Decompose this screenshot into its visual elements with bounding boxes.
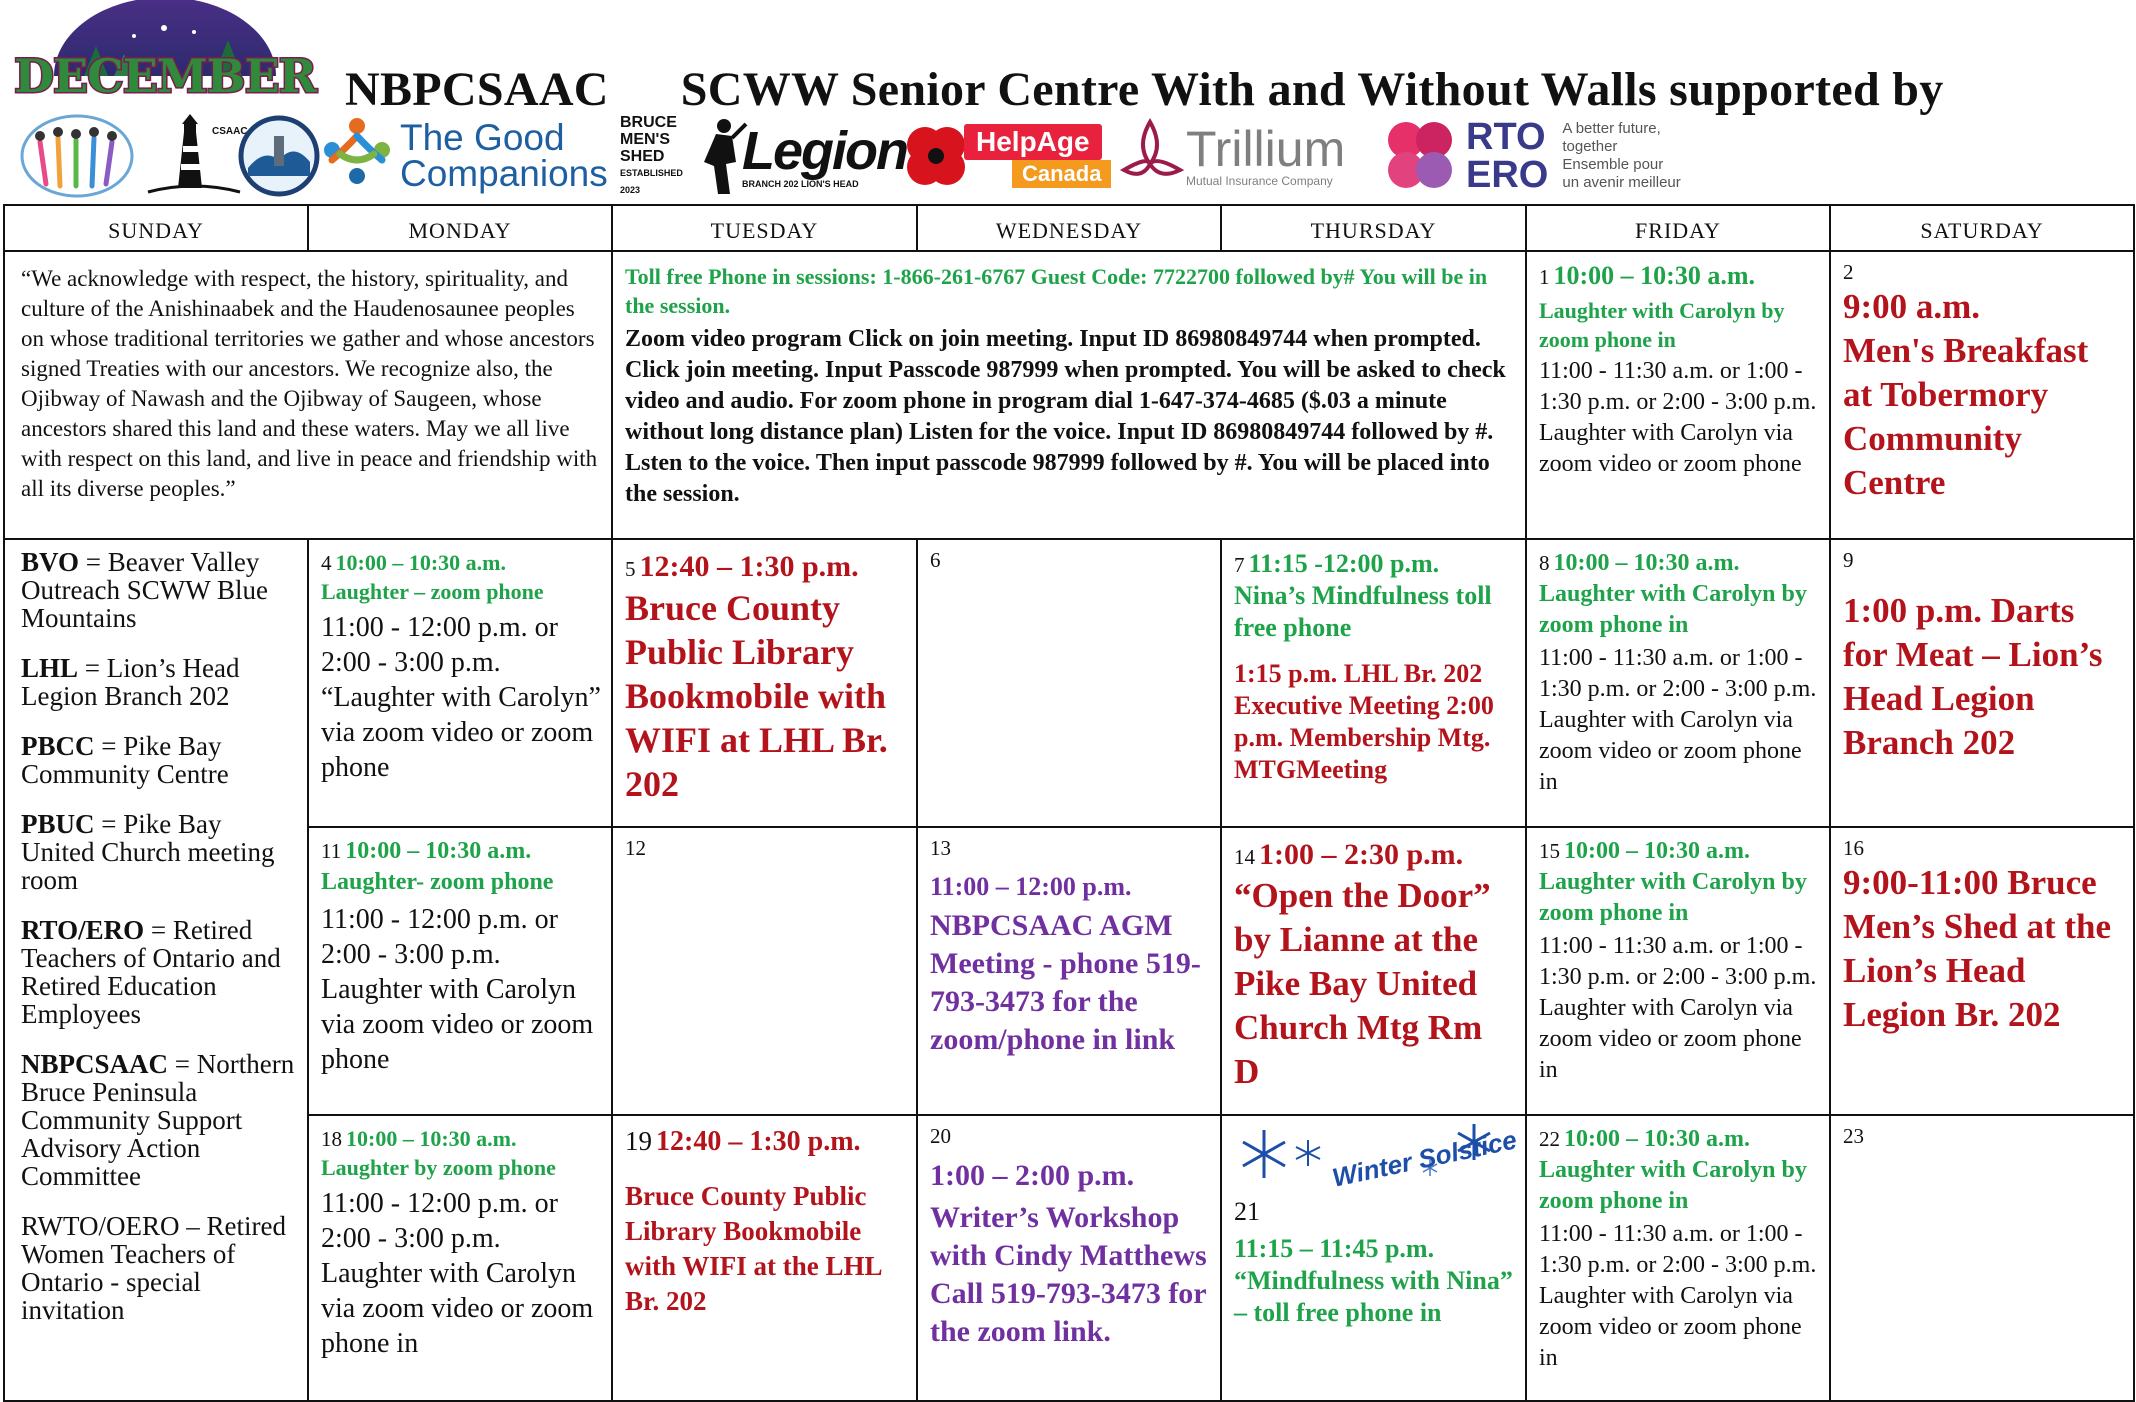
day-number: 22 <box>1539 1127 1560 1151</box>
day-cell-12 <box>612 827 917 1115</box>
day-header-thursday: THURSDAY <box>1221 205 1526 251</box>
event-time: 1:00 – 2:00 p.m. <box>930 1159 1135 1192</box>
event-title: Nina’s Mindfulness toll free phone <box>1234 581 1492 642</box>
day-cell-23 <box>1830 1115 2134 1401</box>
event-details: 11:00 - 12:00 p.m. or 2:00 - 3:00 p.m. Laughter with Carolyn via zoom video or zoom phone in <box>321 1188 594 1359</box>
day-header-saturday: SATURDAY <box>1830 205 2134 251</box>
day-number: 23 <box>1843 1124 1864 1148</box>
legion-wordmark: Legion <box>742 121 907 181</box>
event-time: 10:00 – 10:30 a.m. <box>1553 261 1755 290</box>
trillium-wordmark: Trillium <box>1186 121 1346 177</box>
day-cell-16 <box>1830 827 2134 1115</box>
trillium-tagline: Mutual Insurance Company <box>1186 174 1333 188</box>
week-row-3 <box>4 827 2134 1115</box>
day-cell-2 <box>1830 251 2134 539</box>
scww-dancers-logo <box>18 112 136 200</box>
poppy-icon <box>901 121 971 191</box>
day-cell-19 <box>612 1115 917 1401</box>
legend-item: PBCC = Pike Bay Community Centre <box>21 731 229 789</box>
event-text: NBPCSAAC AGM Meeting - phone 519-793-3473 for the zoom/phone in link <box>930 909 1201 1056</box>
day-number: 19 <box>625 1126 652 1156</box>
mens-shed-logo <box>620 112 748 200</box>
day-number: 5 <box>625 557 636 581</box>
day-number: 7 <box>1234 553 1245 577</box>
day-cell-4 <box>308 539 612 827</box>
day-header-friday: FRIDAY <box>1526 205 1830 251</box>
trillium-logo <box>1120 112 1400 200</box>
page-title <box>345 62 1944 117</box>
day-header-sunday: SUNDAY <box>4 205 308 251</box>
day-cell-14 <box>1221 827 1526 1115</box>
day-cell-21 <box>1221 1115 1526 1401</box>
day-number: 12 <box>625 836 646 860</box>
event-text: 1:00 p.m. Darts for Meat – Lion’s Head Legion Branch 202 <box>1843 591 2103 762</box>
legion-logo <box>742 112 972 200</box>
event-title: Laughter with Carolyn by zoom phone in <box>1539 581 1807 638</box>
event-time: 9:00 a.m. <box>1843 287 1981 326</box>
event-text: Men's Breakfast at Tobermory Community Centre <box>1843 331 2089 502</box>
day-cell-7 <box>1221 539 1526 827</box>
legend-item: PBUC = Pike Bay United Church meeting room <box>21 809 275 895</box>
winter-solstice-banner <box>1234 1120 1520 1193</box>
ero-wordmark: ERO <box>1466 154 1549 196</box>
event-title: Laughter by zoom phone <box>321 1155 556 1180</box>
week-row-2 <box>4 539 2134 827</box>
day-number: 16 <box>1843 836 1864 860</box>
day-number: 8 <box>1539 551 1550 575</box>
event-details: 11:00 - 11:30 a.m. or 1:00 - 1:30 p.m. or 2:00 - 3:00 p.m. Laughter with Carolyn via zoom video or zoom phone in <box>1539 645 1817 795</box>
legend-item: NBPCSAAC = Northern Bruce Peninsula Community Support Advisory Action Committee <box>21 1049 295 1191</box>
rto-tagline-3: Ensemble pour <box>1562 156 1664 173</box>
day-cell-18 <box>308 1115 612 1401</box>
event-time: 10:00 – 10:30 a.m. <box>335 550 506 575</box>
trillium-flower-icon <box>1120 116 1186 196</box>
day-number: 18 <box>321 1127 342 1151</box>
day-number: 15 <box>1539 839 1560 863</box>
event-time: 10:00 – 10:30 a.m. <box>346 1126 517 1151</box>
day-header-monday: MONDAY <box>308 205 612 251</box>
mens-shed-line2: MEN'S SHED <box>620 130 671 165</box>
event-text: 1:15 p.m. LHL Br. 202 Executive Meeting 2:00 p.m. Membership Mtg. MTGMeeting <box>1234 659 1494 784</box>
rto-tagline-4: un avenir meilleur <box>1562 174 1681 191</box>
day-cell-9 <box>1830 539 2134 827</box>
day-number: 4 <box>321 551 332 575</box>
winter-solstice-text: Winter Solstice <box>1329 1124 1520 1193</box>
event-details: 11:00 - 12:00 p.m. or 2:00 - 3:00 p.m. “Laughter with Carolyn” via zoom video or zoom phone <box>321 612 601 783</box>
event-title: Laughter with Carolyn by zoom phone in <box>1539 869 1807 926</box>
event-time: 11:15 -12:00 p.m. <box>1248 549 1440 578</box>
good-companions-logo <box>318 112 628 200</box>
abbreviation-legend <box>5 540 307 1400</box>
land-acknowledgement: “We acknowledge with respect, the history, spirituality, and culture of the Anishinaabek and the Haudenosaunee peoples on whose traditional territories we gather and whose ancestors signed Treaties with our ancestors. We recognize also, the Ojibway of Nawash and the Ojibway of Saugeen, whose ancestors shared this land and these waters. May we all live with respect on this land, and live in peace and friendship with all its diverse peoples.” <box>21 266 598 501</box>
rto-tagline-1: A better future, <box>1562 120 1661 137</box>
day-number: 21 <box>1234 1197 1260 1226</box>
snowflake-icon <box>1296 1140 1320 1166</box>
event-time: 1:00 – 2:30 p.m. <box>1259 838 1464 871</box>
day-cell-11 <box>308 827 612 1115</box>
day-number: 1 <box>1539 265 1550 289</box>
lighthouse-logo <box>144 112 248 200</box>
rto-ero-hearts-icon <box>1378 114 1462 198</box>
good-companions-line1: The Good <box>400 117 565 158</box>
event-time: 12:40 – 1:30 p.m. <box>656 1126 861 1157</box>
event-details: 11:00 - 11:30 a.m. or 1:00 - 1:30 p.m. or 2:00 - 3:00 p.m. Laughter with Carolyn via zoom video or zoom phone in <box>1539 1221 1817 1371</box>
event-time: 10:00 – 10:30 a.m. <box>345 838 532 864</box>
title-text: SCWW Senior Centre With and Without Walls supported by <box>680 63 1944 116</box>
event-text: Bruce County Public Library Bookmobile with WIFI at LHL Br. 202 <box>625 588 888 804</box>
event-details: 11:00 - 12:00 p.m. or 2:00 - 3:00 p.m. Laughter with Carolyn via zoom video or zoom phone <box>321 904 594 1075</box>
event-time: 10:00 – 10:30 a.m. <box>1564 838 1750 864</box>
day-cell-20 <box>917 1115 1221 1401</box>
day-number: 6 <box>930 548 941 572</box>
week-row-4 <box>4 1115 2134 1401</box>
day-header-tuesday: TUESDAY <box>612 205 917 251</box>
event-text: “Mindfulness with Nina” – toll free phone in <box>1234 1266 1513 1327</box>
day-cell-5 <box>612 539 917 827</box>
calendar-header <box>0 0 2136 205</box>
event-title: Laughter with Carolyn by zoom phone in <box>1539 1157 1807 1214</box>
event-text: “Open the Door” by Lianne at the Pike Bay United Church Mtg Rm D <box>1234 876 1491 1091</box>
toll-free-info: Toll free Phone in sessions: 1-866-261-6767 Guest Code: 7722700 followed by# You will be in the session. <box>625 264 1488 318</box>
legend-cell <box>4 539 308 1401</box>
event-time: 10:00 – 10:30 a.m. <box>1564 1126 1750 1152</box>
rto-ero-logo <box>1378 112 1738 200</box>
day-number: 20 <box>930 1124 951 1148</box>
day-number: 2 <box>1843 260 1854 284</box>
org-name: NBPCSAAC <box>345 63 609 116</box>
event-title: Laughter – zoom phone <box>321 579 544 604</box>
calendar-grid <box>3 204 2135 1402</box>
legend-item: RWTO/OERO – Retired Women Teachers of Ontario - special invitation <box>21 1211 286 1325</box>
helpage-wordmark: HelpAge <box>964 124 1102 160</box>
mens-shed-line1: BRUCE <box>620 113 677 131</box>
zoom-info-cell <box>612 251 1526 539</box>
weekday-header-row <box>4 205 2134 251</box>
event-details: 11:00 - 11:30 a.m. or 1:00 - 1:30 p.m. or 2:00 - 3:00 p.m. Laughter with Carolyn via zoom video or zoom phone in <box>1539 933 1817 1083</box>
mens-shed-figure-icon <box>696 116 748 196</box>
snowflake-icon <box>1243 1130 1285 1178</box>
day-cell-8 <box>1526 539 1830 827</box>
good-companions-line2: Companions <box>400 153 608 194</box>
day-number: 11 <box>321 839 342 863</box>
day-cell-1 <box>1526 251 1830 539</box>
legend-item: RTO/ERO = Retired Teachers of Ontario and Retired Education Employees <box>21 915 281 1029</box>
event-time: 11:15 – 11:45 p.m. <box>1234 1234 1435 1263</box>
event-text: Writer’s Workshop with Cindy Matthews Call 519-793-3473 for the zoom link. <box>930 1201 1207 1348</box>
rto-tagline-2: together <box>1562 138 1618 155</box>
legion-branch: BRANCH 202 LION'S HEAD <box>742 179 859 189</box>
zoom-instructions: Zoom video program Click on join meeting. Input ID 86980849744 when prompted. Click join meeting. Input Passcode 987999 when prompted. You will be asked to check video and audio. For zoom phone in program dial 1-647-374-4685 ($.03 a minute without long distance plan) Listen for the voice. Input ID 86980849744 followed by #. Lsten to the voice. Then input passcode 987999 followed by #. You will be placed into the session. <box>625 326 1506 507</box>
land-acknowledgement-cell <box>4 251 612 539</box>
rto-wordmark: RTO <box>1466 116 1546 158</box>
day-number: 9 <box>1843 548 1854 572</box>
day-cell-13 <box>917 827 1221 1115</box>
week-row-1 <box>4 251 2134 539</box>
sponsor-logos <box>18 112 1718 202</box>
svg-text:CSAAC: CSAAC <box>212 126 248 137</box>
event-details: 11:00 - 11:30 a.m. or 1:00 - 1:30 p.m. or 2:00 - 3:00 p.m. Laughter with Carolyn via zoom video or zoom phone <box>1539 358 1817 477</box>
event-title: Laughter with Carolyn by zoom phone in <box>1539 298 1785 352</box>
bruce-peninsula-circle-logo <box>234 112 324 200</box>
event-time: 12:40 – 1:30 p.m. <box>639 550 859 583</box>
day-number: 14 <box>1234 845 1255 869</box>
event-text: Bruce County Public Library Bookmobile with WIFI at the LHL Br. 202 <box>625 1181 882 1316</box>
event-title: Laughter- zoom phone <box>321 869 554 895</box>
day-cell-15 <box>1526 827 1830 1115</box>
day-header-wednesday: WEDNESDAY <box>917 205 1221 251</box>
mens-shed-line3: ESTABLISHED 2023 <box>620 167 683 195</box>
good-companions-icon <box>318 114 396 198</box>
event-time: 11:00 – 12:00 p.m. <box>930 872 1132 901</box>
december-banner-text: DECEMBER <box>14 49 316 103</box>
helpage-canada: Canada <box>1012 160 1111 188</box>
legend-item: LHL = Lion’s Head Legion Branch 202 <box>21 653 240 711</box>
day-cell-6 <box>917 539 1221 827</box>
legend-item: BVO = Beaver Valley Outreach SCWW Blue Mountains <box>21 547 268 633</box>
day-number: 13 <box>930 836 951 860</box>
helpage-logo <box>964 112 1114 200</box>
day-cell-22 <box>1526 1115 1830 1401</box>
event-text: 9:00-11:00 Bruce Men’s Shed at the Lion’s Head Legion Br. 202 <box>1843 863 2112 1034</box>
december-banner-logo <box>14 6 316 106</box>
event-time: 10:00 – 10:30 a.m. <box>1553 550 1740 576</box>
